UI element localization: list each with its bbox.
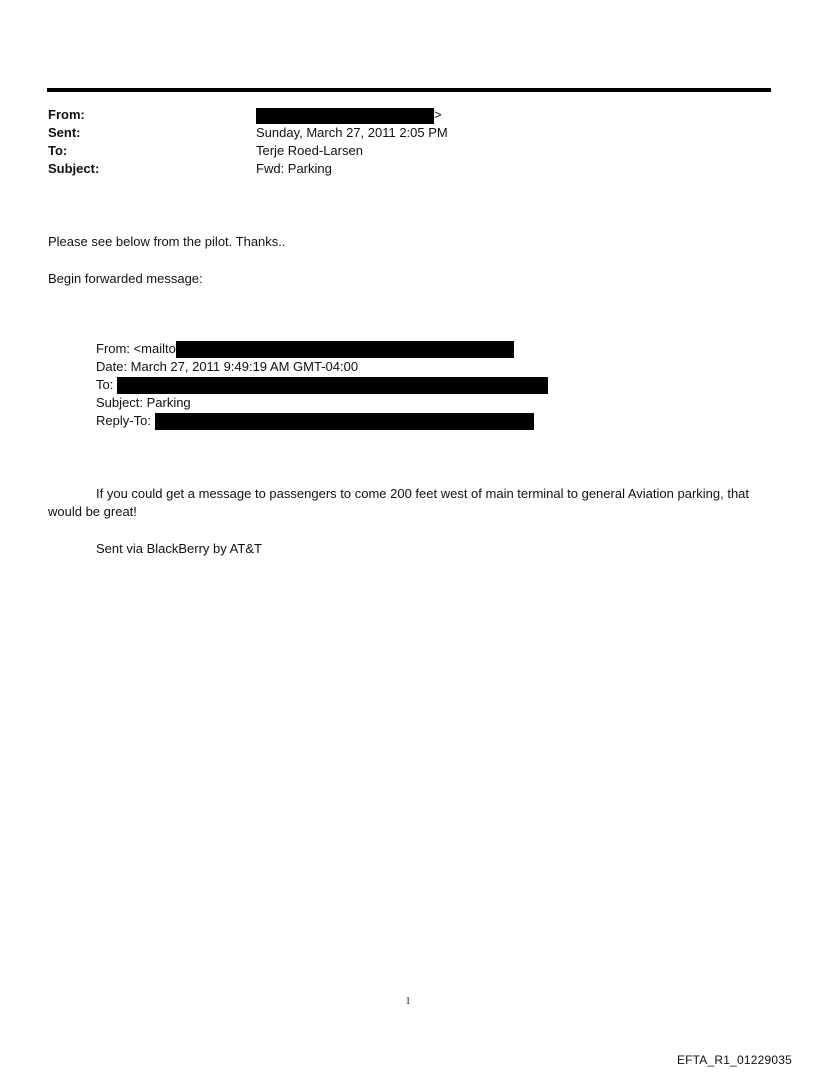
subject-label: Subject: <box>48 161 100 176</box>
forwarded-signature: Sent via BlackBerry by AT&T <box>96 541 262 556</box>
begin-forwarded-text: Begin forwarded message: <box>48 271 203 286</box>
header-divider-rule <box>47 88 771 92</box>
forwarded-reply-to-line <box>96 412 534 430</box>
document-id-stamp: EFTA_R1_01229035 <box>676 1053 792 1067</box>
forwarded-reply-to-prefix: Reply-To: <box>96 413 151 428</box>
sent-label: Sent: <box>48 125 81 140</box>
page-number: 1 <box>405 996 411 1007</box>
subject-value: Fwd: Parking <box>256 161 332 176</box>
forwarded-message-body: If you could get a message to passengers to come 200 feet west of main terminal to general Aviation parking, that would be great! <box>48 486 750 519</box>
forwarded-from-prefix: From: <mailto <box>96 341 176 356</box>
from-value <box>256 106 442 124</box>
sent-value: Sunday, March 27, 2011 2:05 PM <box>256 125 448 140</box>
redaction-box <box>117 377 548 394</box>
from-label: From: <box>48 107 85 122</box>
forwarded-to-line <box>96 376 548 394</box>
forwarded-date-line: Date: March 27, 2011 9:49:19 AM GMT-04:00 <box>96 359 359 374</box>
redaction-box <box>176 341 514 358</box>
forwarded-subject-line: Subject: Parking <box>96 395 191 410</box>
forwarded-from-line <box>96 340 514 358</box>
forwarded-to-prefix: To: <box>96 377 114 392</box>
to-value: Terje Roed-Larsen <box>256 143 363 158</box>
intro-text: Please see below from the pilot. Thanks.. <box>48 234 286 249</box>
redaction-box <box>155 413 534 430</box>
from-suffix: > <box>434 107 442 122</box>
redaction-box <box>256 108 434 124</box>
to-label: To: <box>48 143 68 158</box>
